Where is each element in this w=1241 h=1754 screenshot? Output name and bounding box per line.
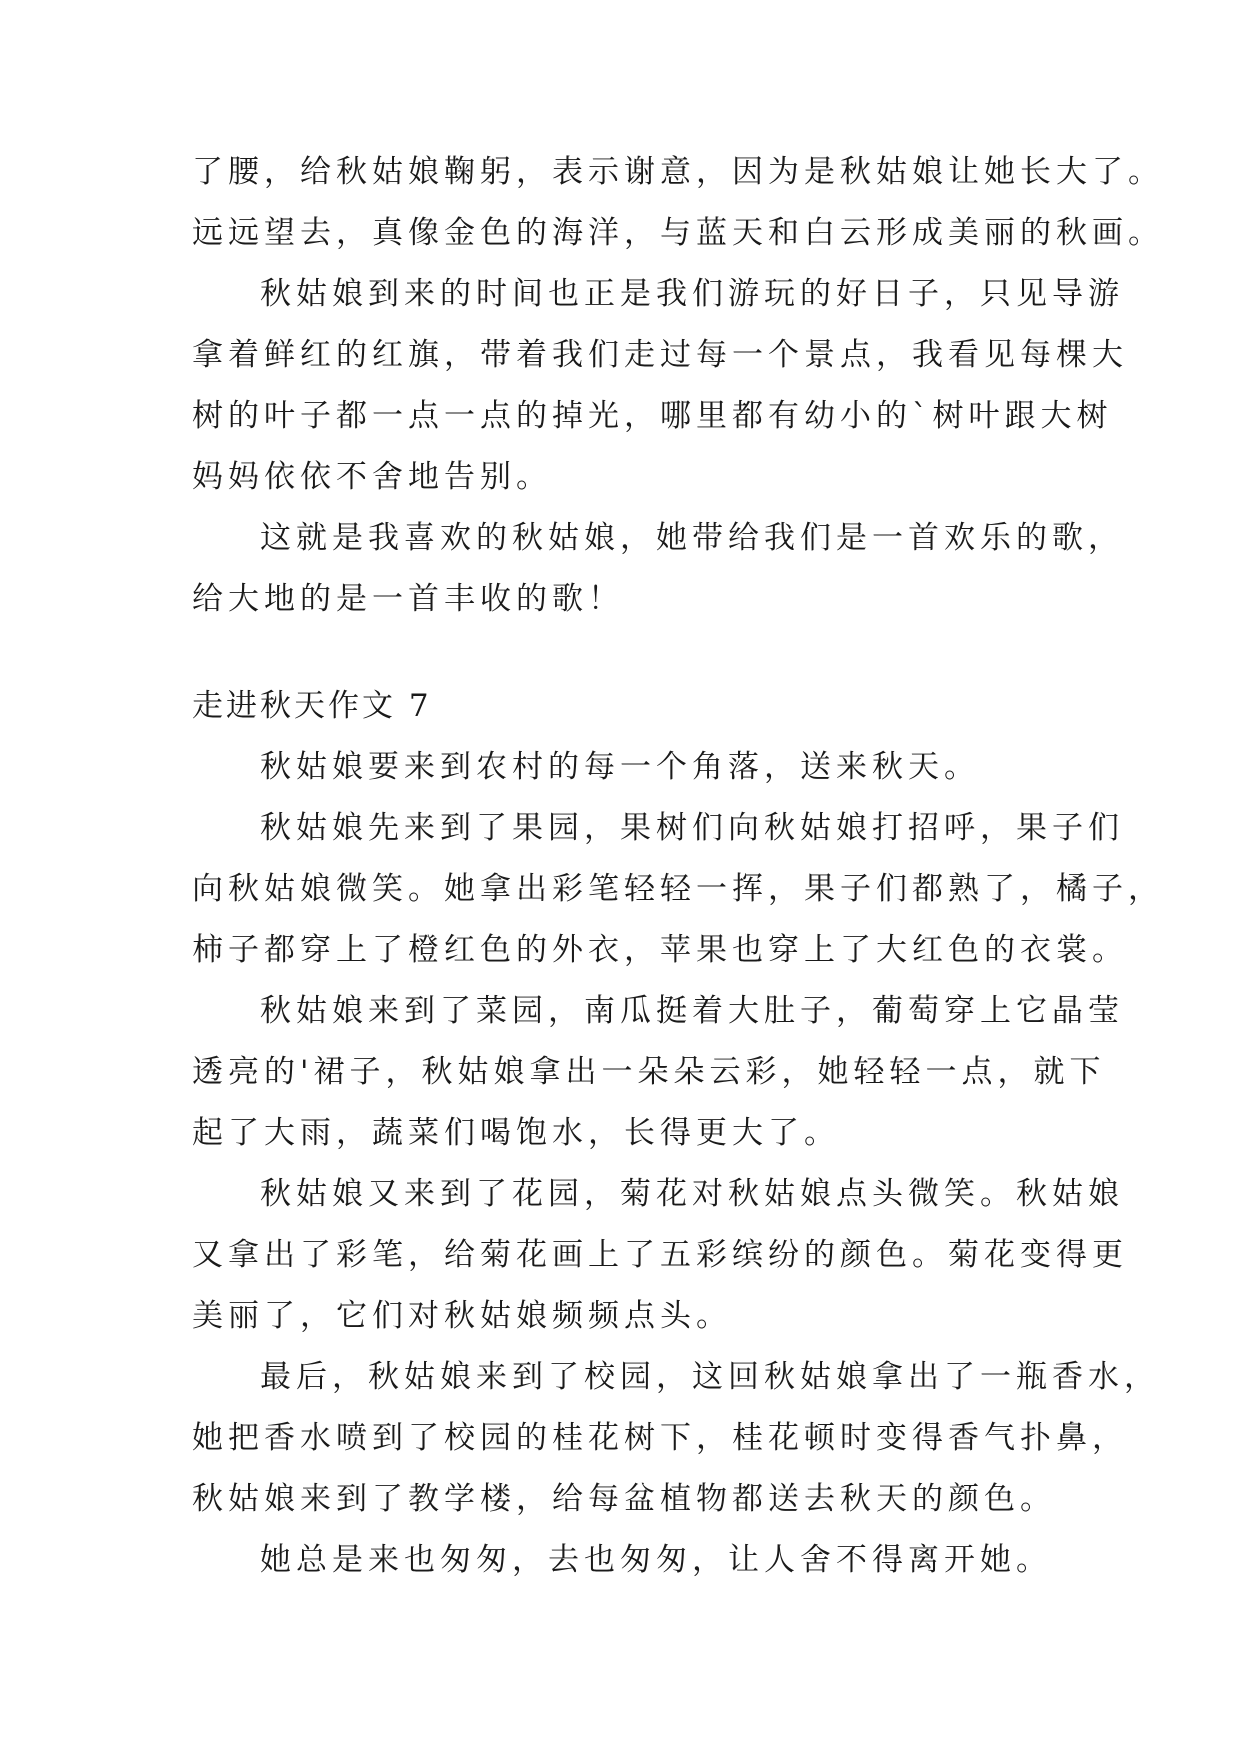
section-heading-block <box>192 676 1057 737</box>
paragraph-line: 她总是来也匆匆，去也匆匆，让人舍不得离开她。 <box>260 1542 1052 1578</box>
paragraph-line: 透亮的'裙子，秋姑娘拿出一朵朵云彩，她轻轻一点，就下 <box>192 1054 1106 1090</box>
paragraph-line: 柿子都穿上了橙红色的外衣，苹果也穿上了大红色的衣裳。 <box>192 932 1128 968</box>
paragraph-line: 树的叶子都一点一点的掉光，哪里都有幼小的`树叶跟大树 <box>192 398 1113 434</box>
paragraph-line: 秋姑娘来到了教学楼，给每盆植物都送去秋天的颜色。 <box>192 1481 1056 1517</box>
previous-essay-continuation <box>192 142 1164 630</box>
paragraph-line: 她把香水喷到了校园的桂花树下，桂花顿时变得香气扑鼻， <box>192 1420 1128 1456</box>
paragraph-line: 了腰，给秋姑娘鞠躬，表示谢意，因为是秋姑娘让她长大了。 <box>192 154 1164 190</box>
paragraph-line: 这就是我喜欢的秋姑娘，她带给我们是一首欢乐的歌， <box>260 520 1124 556</box>
paragraph-line: 秋姑娘要来到农村的每一个角落，送来秋天。 <box>260 749 980 785</box>
paragraph-line: 秋姑娘又来到了花园，菊花对秋姑娘点头微笑。秋姑娘 <box>260 1176 1124 1212</box>
paragraph-line: 远远望去，真像金色的海洋，与蓝天和白云形成美丽的秋画。 <box>192 215 1164 251</box>
paragraph-line: 最后，秋姑娘来到了校园，这回秋姑娘拿出了一瓶香水， <box>260 1359 1160 1395</box>
essay-body <box>192 737 1164 1591</box>
paragraph-line: 向秋姑娘微笑。她拿出彩笔轻轻一挥，果子们都熟了，橘子， <box>192 871 1164 907</box>
paragraph-line: 美丽了，它们对秋姑娘频频点头。 <box>192 1298 732 1334</box>
paragraph-line: 拿着鲜红的红旗，带着我们走过每一个景点，我看见每棵大 <box>192 337 1128 373</box>
paragraph-line: 秋姑娘来到了菜园，南瓜挺着大肚子，葡萄穿上它晶莹 <box>260 993 1124 1029</box>
paragraph-line: 又拿出了彩笔，给菊花画上了五彩缤纷的颜色。菊花变得更 <box>192 1237 1128 1273</box>
paragraph-line: 给大地的是一首丰收的歌！ <box>192 581 624 617</box>
paragraph-line: 秋姑娘先来到了果园，果树们向秋姑娘打招呼，果子们 <box>260 810 1124 846</box>
paragraph-line: 秋姑娘到来的时间也正是我们游玩的好日子，只见导游 <box>260 276 1124 312</box>
paragraph-line: 起了大雨，蔬菜们喝饱水，长得更大了。 <box>192 1115 840 1151</box>
paragraph-line: 妈妈依依不舍地告别。 <box>192 459 552 495</box>
section-title: 走进秋天作文 7 <box>192 688 432 724</box>
